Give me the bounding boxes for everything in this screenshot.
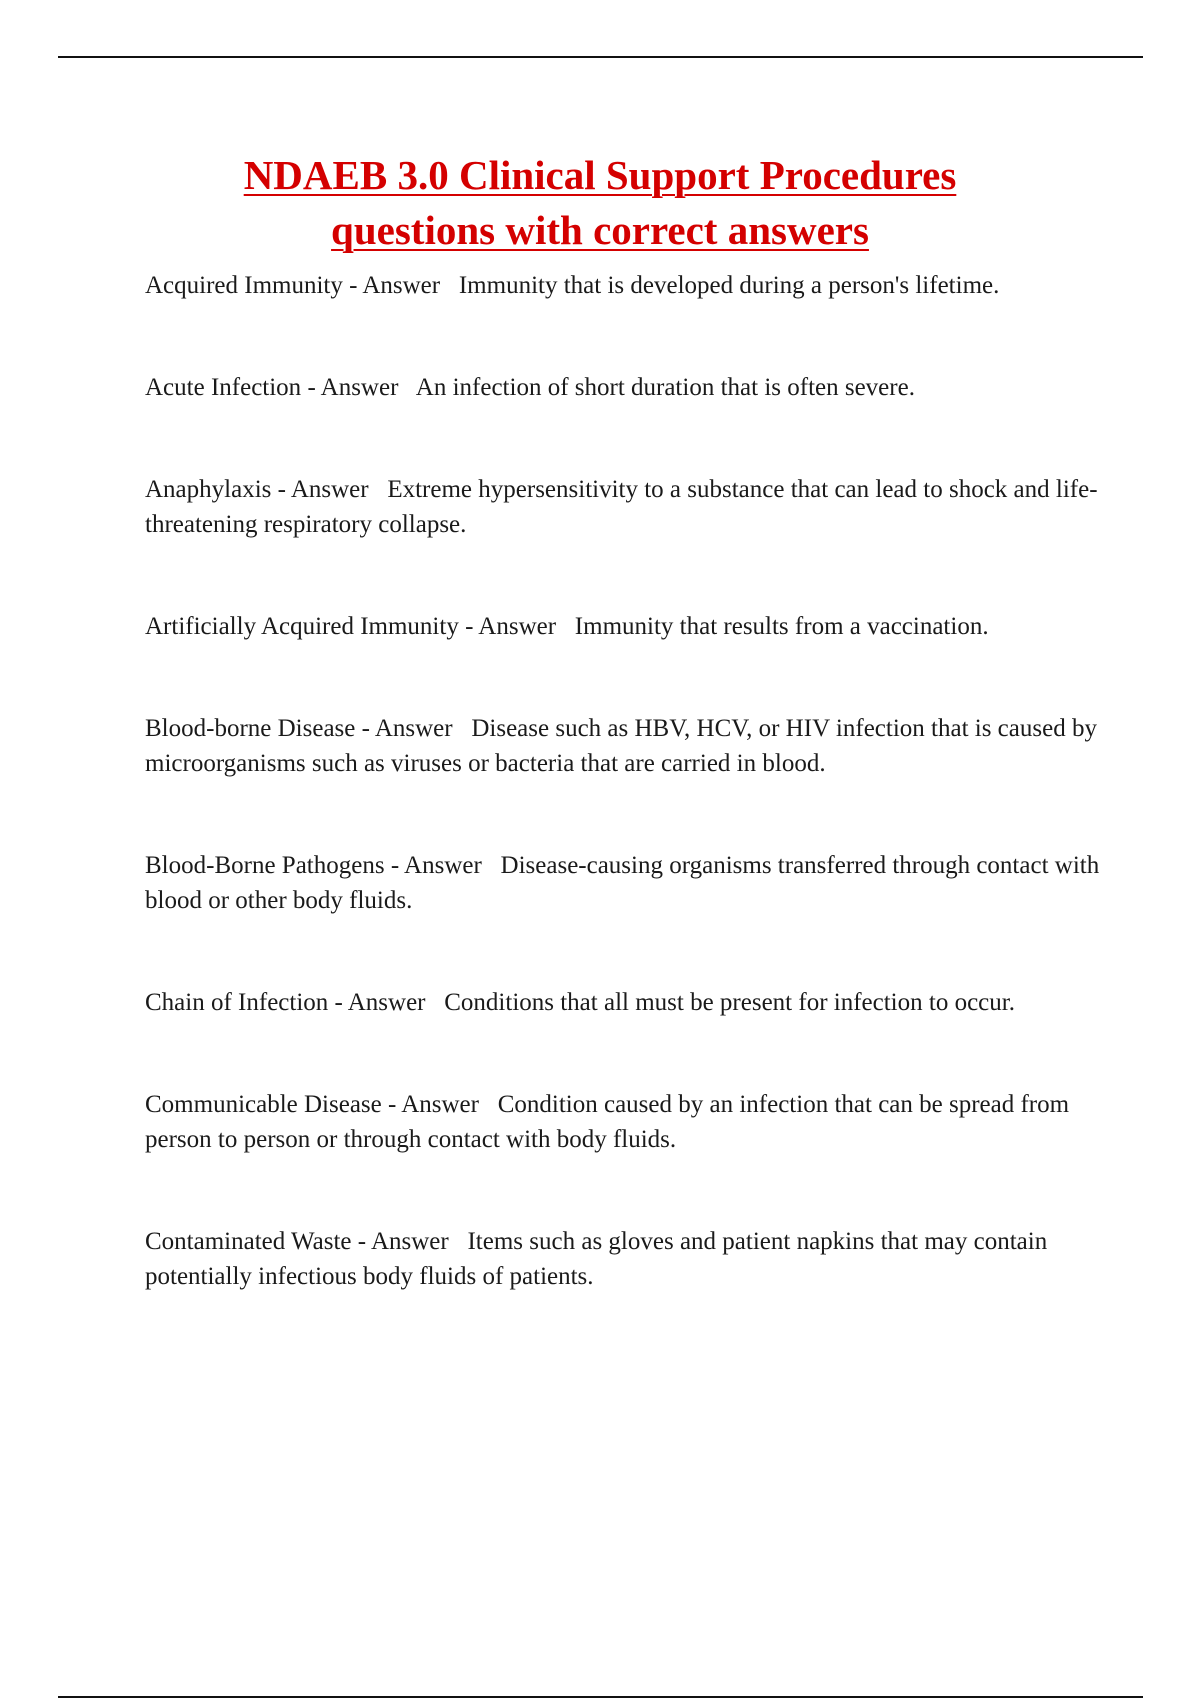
separator: - (271, 476, 291, 503)
separator: - (351, 1228, 371, 1255)
term: Communicable Disease (145, 1091, 382, 1118)
definition: Conditions that all must be present for infection to occur. (444, 989, 1015, 1016)
term: Blood-borne Disease (145, 715, 356, 742)
qa-entry (145, 1087, 1100, 1157)
qa-entry (145, 370, 1100, 405)
separator: - (381, 1091, 402, 1118)
qa-list (145, 268, 1100, 1294)
document-title (100, 148, 1100, 258)
qa-entry (145, 711, 1100, 781)
definition: An infection of short duration that is often severe. (415, 374, 915, 401)
term: Acquired Immunity (145, 272, 343, 299)
title-line-2: questions with correct answers (331, 207, 869, 253)
answer-label: Answer (290, 476, 369, 503)
bottom-rule (58, 1696, 1143, 1698)
answer-label: Answer (347, 989, 426, 1016)
top-rule (58, 56, 1143, 58)
answer-label: Answer (374, 715, 453, 742)
separator: - (384, 852, 405, 879)
qa-entry (145, 1224, 1100, 1294)
answer-label: Answer (370, 1228, 449, 1255)
answer-label: Answer (401, 1091, 479, 1118)
qa-entry (145, 848, 1100, 918)
separator: - (458, 613, 479, 640)
separator: - (328, 989, 348, 1016)
definition: Immunity that results from a vaccination. (574, 613, 989, 640)
term: Contaminated Waste (145, 1228, 352, 1255)
term: Acute Infection (145, 374, 302, 401)
definition: Immunity that is developed during a person's lifetime. (458, 272, 1000, 299)
definition: Condition caused by an infection that can be spread from person to person or through contact with body fluids. (145, 1091, 1070, 1153)
qa-entry (145, 609, 1100, 644)
term: Blood-Borne Pathogens (145, 852, 385, 879)
title-line-1: NDAEB 3.0 Clinical Support Procedures (243, 152, 957, 198)
term: Anaphylaxis (145, 476, 272, 503)
answer-label: Answer (478, 613, 557, 640)
answer-label: Answer (362, 272, 441, 299)
qa-entry (145, 985, 1100, 1020)
separator: - (301, 374, 321, 401)
definition: Disease such as HBV, HCV, or HIV infection that is caused by microorganisms such as viruses or bacteria that are carried in blood. (145, 715, 1097, 777)
definition: Extreme hypersensitivity to a substance that can lead to shock and life-threatening respiratory collapse. (145, 476, 1098, 538)
qa-entry (145, 472, 1100, 542)
answer-label: Answer (404, 852, 482, 879)
definition: Items such as gloves and patient napkins that may contain potentially infectious body fluids of patients. (145, 1228, 1048, 1290)
qa-entry (145, 268, 1100, 303)
term: Chain of Infection (145, 989, 329, 1016)
separator: - (355, 715, 375, 742)
separator: - (342, 272, 363, 299)
term: Artificially Acquired Immunity (145, 613, 459, 640)
answer-label: Answer (320, 374, 399, 401)
definition: Disease-causing organisms transferred through contact with blood or other body fluids. (145, 852, 1100, 914)
